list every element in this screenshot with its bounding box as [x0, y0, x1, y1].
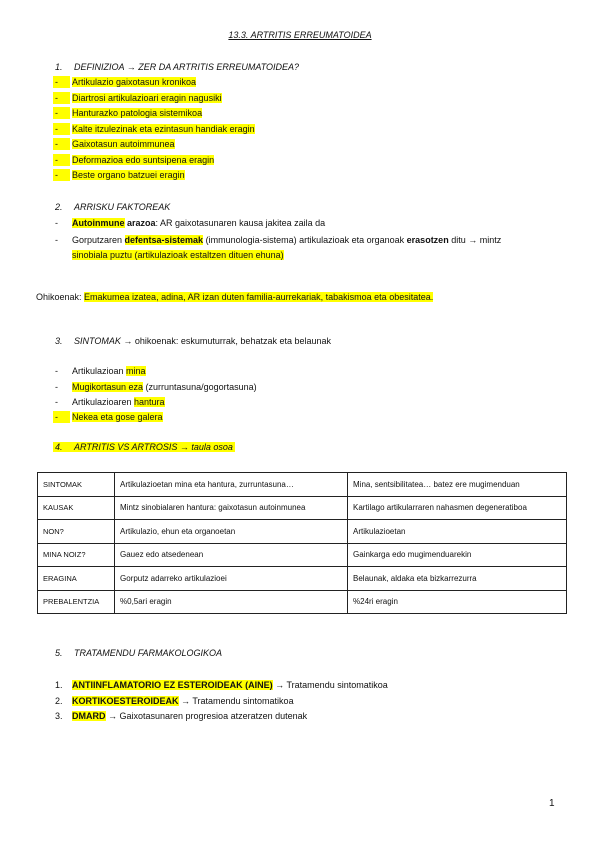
list-item: Hanturazko patologia sistemikoa [72, 108, 203, 118]
list-item: 3. DMARD → Gaixotasunaren progresioa atzeratzen dutenak [55, 711, 308, 721]
section-2-heading: 2. ARRISKU FAKTOREAK [55, 202, 171, 212]
list-item: 2. KORTIKOESTEROIDEAK → Tratamendu sintomatikoa [55, 696, 294, 706]
common-factors: Ohikoenak: Emakumea izatea, adina, AR izan duten familia-aurrekariak, tabakismoa eta obesitatea. [36, 292, 434, 302]
list-item: Autoinmune arazoa: AR gaixotasunaren kausa jakitea zaila da [72, 218, 326, 228]
table-row [38, 473, 567, 497]
table-row [38, 543, 567, 567]
table-cell: KAUSAK [38, 496, 115, 520]
table-cell: SINTOMAK [38, 473, 115, 497]
table-cell: Gorputz adarreko artikulazioei [115, 567, 348, 591]
list-item: Diartrosi artikulazioari eragin nagusiki [72, 93, 222, 103]
section-title: DEFINIZIOA → ZER DA ARTRITIS ERREUMATOIDEA? [74, 62, 300, 72]
section-5-heading: 5. TRATAMENDU FARMAKOLOGIKOA [55, 648, 223, 658]
list-item: Mugikortasun eza (zurruntasuna/gogortasuna) [72, 382, 257, 392]
page-title: 13.3. ARTRITIS ERREUMATOIDEA [228, 30, 372, 40]
section-3-heading: 3. SINTOMAK → ohikoenak: eskumuturrak, behatzak eta belaunak [55, 336, 331, 346]
table-cell: Gainkarga edo mugimenduarekin [348, 543, 567, 567]
comparison-table [37, 472, 567, 614]
section-1-heading [55, 62, 299, 72]
list-item: 1. ANTIINFLAMATORIO EZ ESTEROIDEAK (AINE) → Tratamendu sintomatikoa [55, 680, 388, 690]
list-item: Gaixotasun autoimmunea [72, 139, 175, 149]
table-cell: Mina, sentsibilitatea… batez ere mugimenduan [348, 473, 567, 497]
table-cell: NON? [38, 520, 115, 544]
list-item: Artikulazio gaixotasun kronikoa [72, 77, 197, 87]
table-cell: Gauez edo atsedenean [115, 543, 348, 567]
list-item-continuation: sinobiala puztu (artikulazioak estaltzen dituen ehuna) [72, 250, 284, 260]
table-cell: Artikulazioetan [348, 520, 567, 544]
table-cell: MINA NOIZ? [38, 543, 115, 567]
table-cell: Kartilago artikularraren nahasmen degeneratiboa [348, 496, 567, 520]
list-item: Beste organo batzuei eragin [72, 170, 185, 180]
table-cell: Belaunak, aldaka eta bizkarrezurra [348, 567, 567, 591]
table-row [38, 590, 567, 614]
page-number: 1 [549, 798, 555, 809]
list-item: Deformazioa edo suntsipena eragin [72, 155, 215, 165]
section-number: 1. [55, 62, 63, 72]
table-cell: %24ri eragin [348, 590, 567, 614]
table-cell: Artikulazio, ehun eta organoetan [115, 520, 348, 544]
table-cell: ERAGINA [38, 567, 115, 591]
table-row [38, 496, 567, 520]
table-cell: %0,5ari eragin [115, 590, 348, 614]
list-item: Kalte itzulezinak eta ezintasun handiak eragin [72, 124, 255, 134]
table-row [38, 567, 567, 591]
table-cell: Artikulazioetan mina eta hantura, zurruntasuna… [115, 473, 348, 497]
list-item: Gorputzaren defentsa-sistemak (immunologia-sistema) artikulazioak eta organoak erasotzen ditu → mintz [72, 235, 502, 245]
section-4-heading: 4. ARTRITIS VS ARTROSIS → taula osoa [55, 442, 233, 452]
table-row [38, 520, 567, 544]
table-cell: PREBALENTZIA [38, 590, 115, 614]
list-item: Artikulazioan mina [72, 366, 146, 376]
list-item: Nekea eta gose galera [72, 412, 163, 422]
table-cell: Mintz sinobialaren hantura: gaixotasun autoinmunea [115, 496, 348, 520]
list-item: Artikulazioaren hantura [72, 397, 165, 407]
